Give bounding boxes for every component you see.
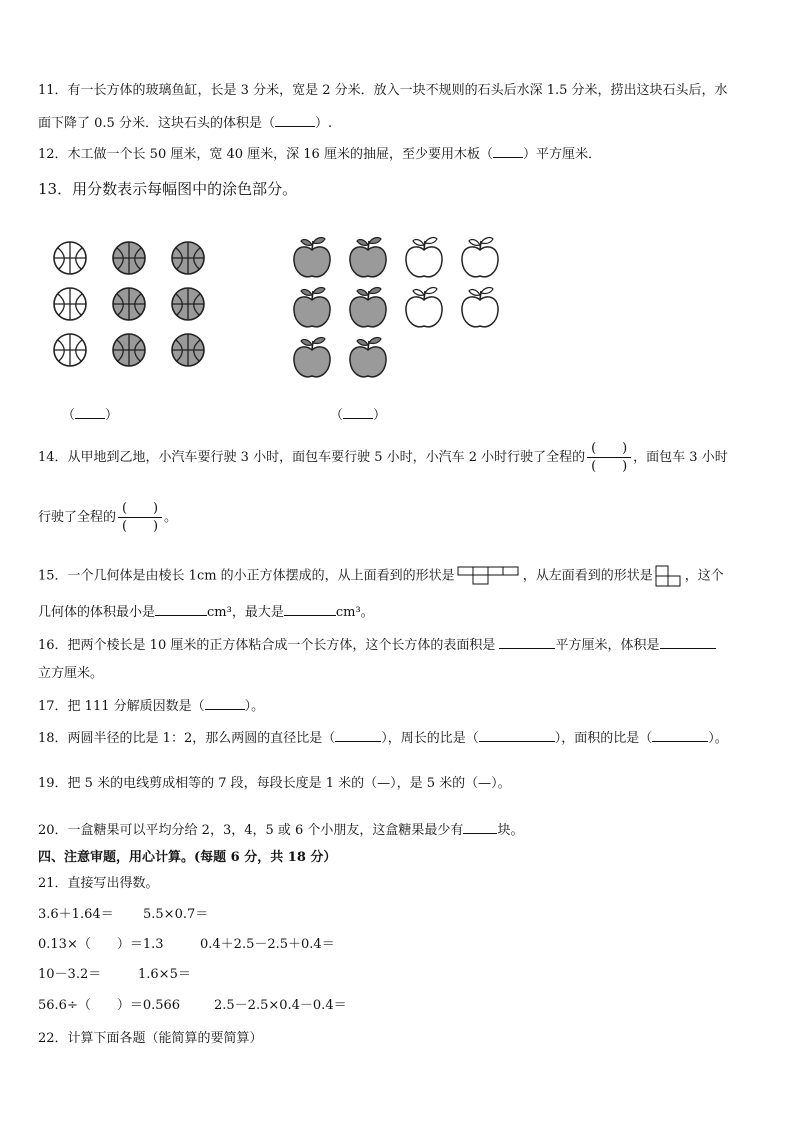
apple-icon <box>462 288 498 327</box>
question-16-line1 <box>38 636 716 655</box>
calc-row <box>38 966 191 984</box>
apple-shaded-icon <box>294 238 330 277</box>
question-15-line1 <box>38 565 724 587</box>
basketball-shaded-icon <box>172 242 204 274</box>
answer-blank[interactable] <box>343 406 373 419</box>
question-18-text: 18．两圆半径的比是 1：2，那么两圆的直径比是（ <box>38 731 336 746</box>
question-19: 19．把 5 米的电线剪成相等的 7 段，每段长度是 1 米的（—），是 5 米的（—）。 <box>38 776 511 791</box>
calc-item: 2.5－2.5×0.4－0.4＝ <box>214 998 347 1013</box>
basketball-shaded-icon <box>172 334 204 366</box>
basketball-grid <box>50 238 220 373</box>
question-11-line1: 11．有一长方体的玻璃鱼缸，长是 3 分米，宽是 2 分米．放入一块不规则的石头后水深 1.5 分米，捞出这块石头后，水 <box>38 83 728 98</box>
question-14-mid: ，面包车 3 小时 <box>633 450 728 465</box>
calc-item: 3.6＋1.64＝ <box>38 907 114 922</box>
question-21-title: 21．直接写出得数。 <box>38 876 159 891</box>
question-14-line2 <box>38 500 177 535</box>
question-18 <box>38 729 728 748</box>
question-20 <box>38 821 523 840</box>
paren-right: ） <box>373 408 387 423</box>
question-11-tail: ）. <box>314 116 333 131</box>
question-16-text: 16．把两个棱长是 10 厘米的正方体粘合成一个长方体，这个长方体的表面积是 <box>38 638 500 653</box>
top-view-icon <box>457 566 521 586</box>
fraction-denominator: ( ) <box>121 519 159 534</box>
answer-blank[interactable] <box>284 603 336 616</box>
calc-item: 56.6÷（ ）＝0.566 <box>38 998 181 1013</box>
fraction-numerator: ( ) <box>121 501 159 516</box>
apple-shaded-icon <box>350 238 386 277</box>
question-11-text: 面下降了 0.5 分米．这块石头的体积是（ <box>38 116 275 131</box>
basketball-icon <box>54 242 86 274</box>
basketball-icon <box>54 288 86 320</box>
question-12-tail: ）平方厘米． <box>522 147 601 162</box>
answer-blank[interactable] <box>660 636 716 649</box>
answer-13a <box>62 404 118 423</box>
basketball-shaded-icon <box>113 334 145 366</box>
paren-left: （ <box>330 408 344 423</box>
apple-icon <box>406 288 442 327</box>
apple-shaded-icon <box>350 338 386 377</box>
question-16-line2: 立方厘米。 <box>38 666 104 681</box>
calc-row <box>38 936 335 954</box>
apple-shaded-icon <box>294 288 330 327</box>
paren-left: （ <box>62 408 76 423</box>
fraction-denominator: ( ) <box>591 459 628 474</box>
apple-icon <box>406 238 442 277</box>
answer-blank[interactable] <box>75 406 105 419</box>
apple-grid <box>292 234 512 384</box>
answer-13b <box>330 404 386 423</box>
fraction-blank[interactable] <box>587 440 631 475</box>
basketball-shaded-icon <box>172 288 204 320</box>
question-12-text: 12．木工做一个长 50 厘米，宽 40 厘米，深 16 厘米的抽屉，至少要用木板（ <box>38 147 493 162</box>
apple-grid-svg <box>292 234 512 384</box>
question-15-text2: 几何体的体积最小是 <box>38 605 156 620</box>
basketball-icon <box>54 334 86 366</box>
answer-blank[interactable] <box>493 145 523 158</box>
question-18-tail: ）。 <box>708 731 728 746</box>
question-15-text: 15．一个几何体是由棱长 1cm 的小正方体摆成的，从上面看到的形状是 <box>38 568 455 584</box>
calc-row <box>38 997 347 1015</box>
answer-blank[interactable] <box>335 729 381 742</box>
fraction-numerator: ( ) <box>591 441 628 456</box>
question-14-text: 14．从甲地到乙地，小汽车要行驶 3 小时，面包车要行驶 5 小时，小汽车 2 小时行驶了全程的 <box>38 450 586 465</box>
question-20-tail: 块。 <box>497 823 524 838</box>
question-11-line2 <box>38 114 332 133</box>
calc-item: 0.13×（ ）＝1.3 <box>38 937 164 952</box>
question-15-end1: ，这个 <box>684 568 724 584</box>
question-15-unit2: cm³。 <box>335 605 374 620</box>
answer-blank[interactable] <box>652 729 708 742</box>
question-13: 13．用分数表示每幅图中的涂色部分。 <box>38 180 298 198</box>
question-18-mid2: ），面积的比是（ <box>554 731 653 746</box>
answer-blank[interactable] <box>155 603 207 616</box>
calc-item: 10－3.2＝ <box>38 967 102 982</box>
section-4-title: 四、注意审题，用心计算。(每题 6 分，共 18 分） <box>38 850 337 865</box>
apple-icon <box>462 238 498 277</box>
question-15-line2 <box>38 603 374 622</box>
question-16-mid: 平方厘米，体积是 <box>555 638 660 653</box>
answer-blank[interactable] <box>499 636 555 649</box>
fraction-blank[interactable] <box>118 500 162 535</box>
paren-right: ） <box>105 408 119 423</box>
question-15-unit1: cm³，最大是 <box>207 605 284 620</box>
question-14-text2: 行驶了全程的 <box>38 510 117 525</box>
question-17-tail: ）。 <box>244 699 265 714</box>
question-20-text: 20．一盒糖果可以平均分给 2，3，4，5 或 6 个小朋友，这盒糖果最少有 <box>38 823 464 838</box>
apple-shaded-icon <box>294 338 330 377</box>
basketball-shaded-icon <box>113 242 145 274</box>
question-17-text: 17．把 111 分解质因数是（ <box>38 699 205 714</box>
calc-row <box>38 906 209 924</box>
basketball-grid-svg <box>50 238 220 373</box>
apple-shaded-icon <box>350 288 386 327</box>
answer-blank[interactable] <box>205 697 245 710</box>
question-22-title: 22．计算下面各题（能简算的要简算） <box>38 1031 263 1046</box>
calc-item: 0.4＋2.5－2.5＋0.4＝ <box>200 937 335 952</box>
left-view-icon <box>655 565 683 587</box>
answer-blank[interactable] <box>479 729 555 742</box>
answer-blank[interactable] <box>275 114 315 127</box>
question-14-end: 。 <box>164 510 178 525</box>
question-14-line1 <box>38 440 728 475</box>
answer-blank[interactable] <box>463 821 497 834</box>
question-17 <box>38 697 264 716</box>
question-12 <box>38 145 601 164</box>
calc-item: 1.6×5＝ <box>138 967 191 982</box>
question-15-mid: ，从左面看到的形状是 <box>522 568 653 584</box>
calc-item: 5.5×0.7＝ <box>143 907 209 922</box>
basketball-shaded-icon <box>113 288 145 320</box>
question-18-mid1: ），周长的比是（ <box>381 731 479 746</box>
